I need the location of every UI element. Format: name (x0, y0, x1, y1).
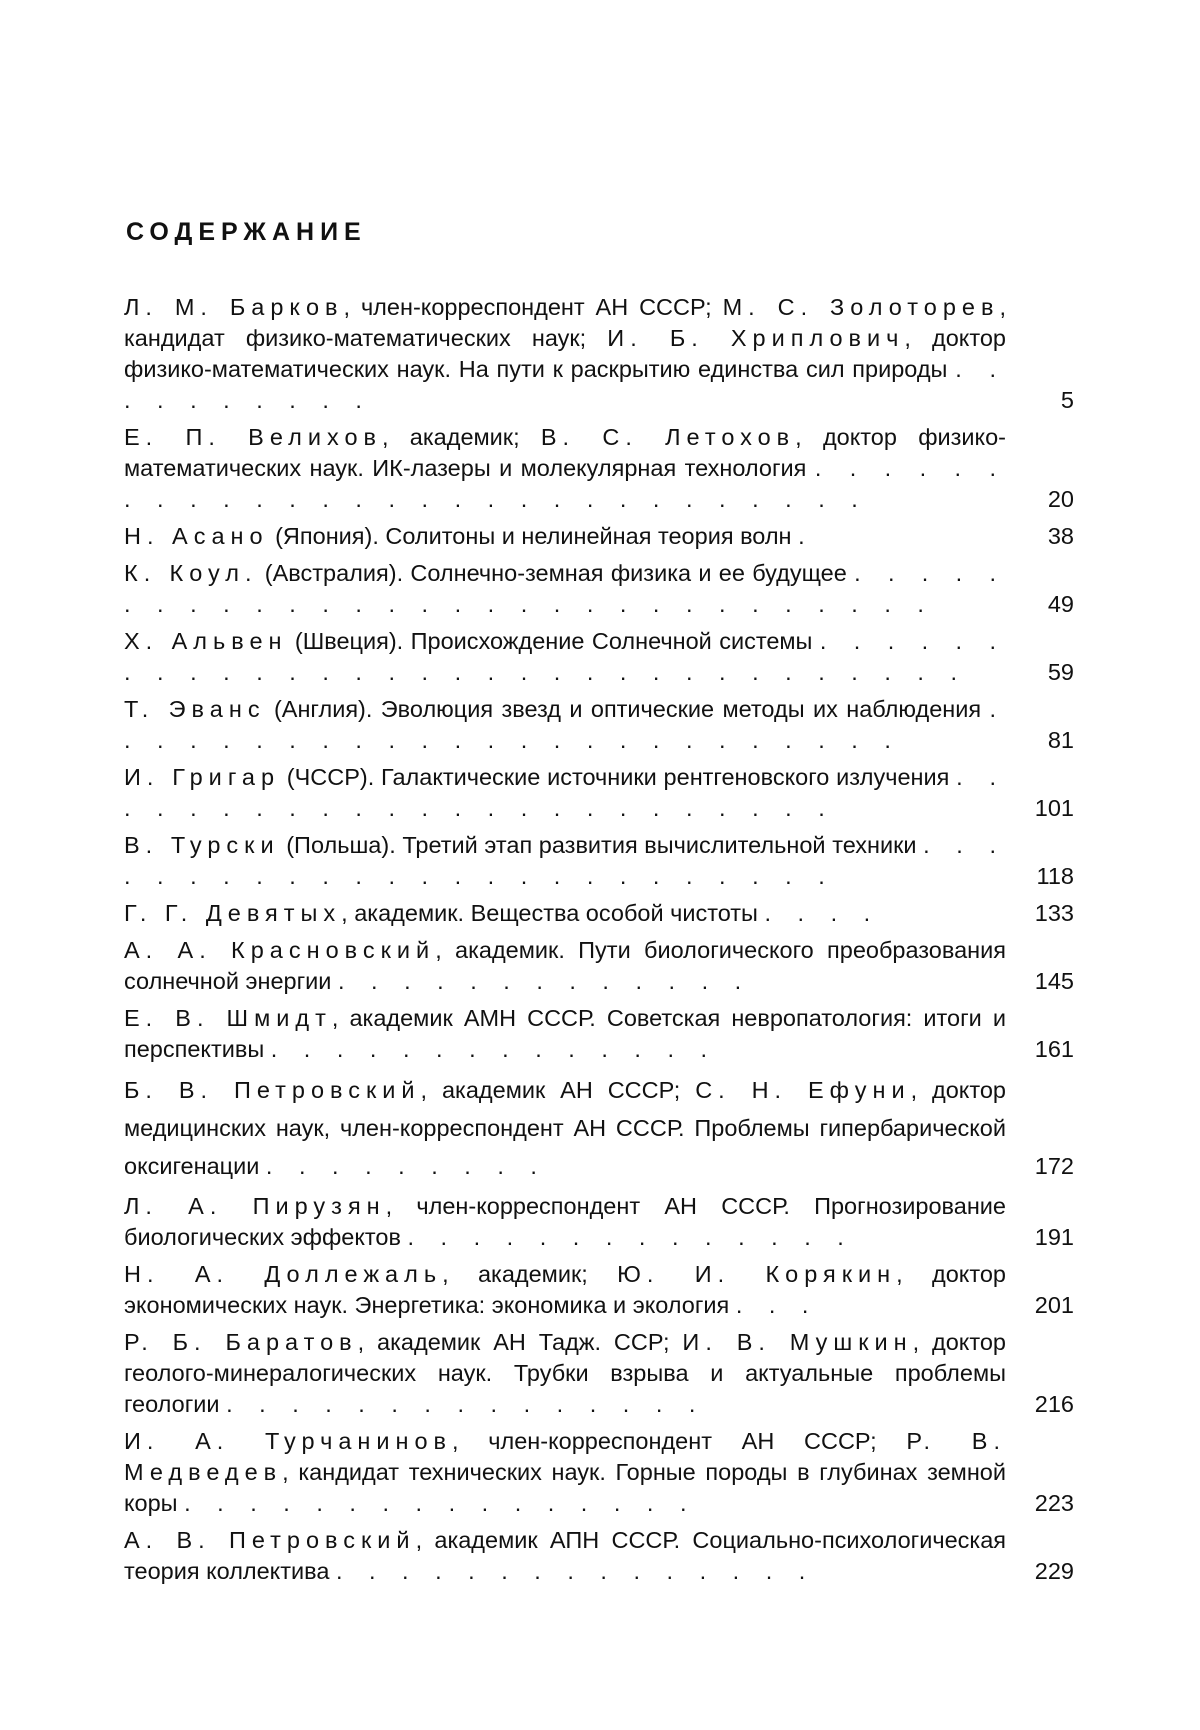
page-number: 59 (1006, 657, 1082, 688)
dot-leader: . . . . . . . . . . . . . . . . . . . . . . . . . (124, 696, 1006, 753)
entry-author: Л. М. Барков (124, 294, 344, 320)
entry-title: , академик АПН СССР. Социально-психологическая теория коллектива (124, 1527, 1006, 1584)
entry-affiliation: , член-корреспондент АН СССР; (344, 294, 723, 320)
page-number: 20 (1006, 484, 1082, 515)
page-number: 161 (1006, 1034, 1082, 1065)
entry-affiliation: , академик АН Тадж. ССР; (358, 1329, 683, 1355)
page-number: 118 (1006, 861, 1082, 892)
toc-entry (124, 1426, 1082, 1519)
dot-leader: . (798, 523, 815, 549)
toc-entry (124, 830, 1082, 892)
entry-text (124, 935, 1006, 997)
page-title: СОДЕРЖАНИЕ (126, 218, 367, 247)
entry-author: Х. Альвен (124, 628, 288, 654)
entry-author: Л. А. Пирузян (124, 1193, 386, 1219)
dot-leader: . . . . . . . . . . . . . . . . . . . . . . . . . (124, 832, 1006, 889)
entry-title: (Англия). Эволюция звезд и оптические методы их наблюдения (266, 696, 990, 722)
entry-title: , доктор геолого-минералогических наук. Трубки взрыва и актуальные проблемы геологии (124, 1329, 1006, 1417)
dot-leader: . . . . . . . . . . . . . . . . . . . . . . . . . . . . . (124, 455, 1006, 512)
entry-text (124, 898, 1006, 929)
entry-author: И. А. Турчанинов (124, 1428, 452, 1454)
dot-leader: . . . . . . . . . . . . . . (271, 1036, 717, 1062)
entry-author: А. А. Красновский (124, 937, 435, 963)
entry-text (124, 830, 1006, 892)
dot-leader: . . . . . . . . . . . . . . . (336, 1558, 815, 1584)
entry-title: , доктор экономических наук. Энергетика: экономика и экология (124, 1261, 1006, 1318)
entry-affiliation: , академик; (442, 1261, 617, 1287)
entry-text (124, 1327, 1006, 1420)
entry-author: Е. П. Велихов (124, 424, 382, 450)
toc-entry (124, 1191, 1082, 1253)
toc-entry (124, 935, 1082, 997)
dot-leader: . . . (736, 1292, 819, 1318)
entry-author: А. В. Петровский (124, 1527, 416, 1553)
dot-leader: . . . . . . . . . . (124, 356, 1006, 413)
toc-entry (124, 694, 1082, 756)
page-number: 229 (1006, 1556, 1082, 1587)
entry-text (124, 694, 1006, 756)
toc-entry (124, 1525, 1082, 1587)
entry-text (124, 1003, 1006, 1065)
entry-affiliation: , кандидат физико-математических наук; (124, 294, 1006, 351)
entry-text (124, 292, 1006, 416)
page-number: 81 (1006, 725, 1082, 756)
toc-entry (124, 292, 1082, 416)
entry-author: Р. Б. Баратов (124, 1329, 358, 1355)
entry-title: , член-корреспондент АН СССР. Прогнозирование биологических эффектов (124, 1193, 1006, 1250)
entry-affiliation: , академик; (382, 424, 541, 450)
entry-title: , академик. Пути биологического преобразования солнечной энергии (124, 937, 1006, 994)
page-number: 172 (1006, 1147, 1082, 1185)
entry-text (124, 422, 1006, 515)
entry-affiliation: , академик АН СССР; (421, 1077, 696, 1103)
page-number: 133 (1006, 898, 1082, 929)
entry-text (124, 1259, 1006, 1321)
entry-author: И. В. Мушкин (682, 1329, 912, 1355)
table-of-contents (124, 292, 1082, 1593)
dot-leader: . . . . . . . . . . . . . . . (226, 1391, 705, 1417)
entry-author: В. Турски (124, 832, 280, 858)
page-number: 145 (1006, 966, 1082, 997)
dot-leader: . . . . (764, 900, 880, 926)
toc-entry (124, 626, 1082, 688)
entry-author: Н. Асано (124, 523, 269, 549)
entry-title: , доктор физико-математических наук. ИК-лазеры и молекулярная технология (124, 424, 1006, 481)
entry-title: (Австралия). Солнечно-земная физика и ее будущее (258, 560, 855, 586)
toc-entry (124, 1071, 1082, 1185)
toc-entry (124, 558, 1082, 620)
dot-leader: . . . . . . . . . (266, 1153, 547, 1179)
entry-text (124, 521, 1006, 552)
entry-author: Ю. И. Корякин (617, 1261, 896, 1287)
page-number: 191 (1006, 1222, 1082, 1253)
page-number: 38 (1006, 521, 1082, 552)
entry-title: , доктор физико-математических наук. На пути к раскрытию единства сил природы (124, 325, 1006, 382)
entry-text (124, 558, 1006, 620)
entry-title: (ЧССР). Галактические источники рентгеновского излучения (280, 764, 956, 790)
page-number: 216 (1006, 1389, 1082, 1420)
toc-entry (124, 521, 1082, 552)
entry-text (124, 1426, 1006, 1519)
entry-text (124, 762, 1006, 824)
entry-text (124, 1525, 1006, 1587)
entry-title: , кандидат технических наук. Горные породы в глубинах земной коры (124, 1459, 1006, 1516)
entry-text (124, 1191, 1006, 1253)
entry-text (124, 626, 1006, 688)
entry-author: С. Н. Ефуни (695, 1077, 910, 1103)
entry-author: Р. В. Медведев (124, 1428, 1006, 1485)
entry-author: В. С. Летохов (541, 424, 795, 450)
entry-author: И. Григар (124, 764, 280, 790)
toc-entry (124, 1003, 1082, 1065)
dot-leader: . . . . . . . . . . . . . . . . . . . . . . . . . . . . . . (124, 560, 1006, 617)
toc-entry (124, 1259, 1082, 1321)
dot-leader: . . . . . . . . . . . . . . . . . . . . . . . . (124, 764, 1006, 821)
dot-leader: . . . . . . . . . . . . . (338, 968, 751, 994)
entry-author: Б. В. Петровский (124, 1077, 421, 1103)
entry-title: (Япония). Солитоны и нелинейная теория волн (269, 523, 798, 549)
entry-title: , доктор медицинских наук, член-корреспондент АН СССР. Проблемы гипербарической оксигенации (124, 1077, 1006, 1179)
page-number: 49 (1006, 589, 1082, 620)
toc-entry (124, 1327, 1082, 1420)
entry-text (124, 1071, 1006, 1185)
page-number: 223 (1006, 1488, 1082, 1519)
entry-author: Е. В. Шмидт (124, 1005, 332, 1031)
toc-entry (124, 762, 1082, 824)
entry-author: К. Коул. (124, 560, 258, 586)
dot-leader: . . . . . . . . . . . . . . (408, 1224, 854, 1250)
entry-author: М. С. Золоторев (723, 294, 1000, 320)
entry-title: , академик. Вещества особой чистоты (341, 900, 764, 926)
entry-author: И. Б. Хриплович (607, 325, 904, 351)
entry-author: Т. Эванс (124, 696, 266, 722)
toc-entry (124, 898, 1082, 929)
entry-author: Н. А. Доллежаль (124, 1261, 442, 1287)
entry-title: (Польша). Третий этап развития вычислительной техники (280, 832, 924, 858)
page-number: 5 (1006, 385, 1082, 416)
page-number: 201 (1006, 1290, 1082, 1321)
entry-affiliation: , член-корреспондент АН СССР; (452, 1428, 906, 1454)
page-number: 101 (1006, 793, 1082, 824)
dot-leader: . . . . . . . . . . . . . . . . . . . . . . . . . . . . . . . . (124, 628, 1006, 685)
entry-title: , академик АМН СССР. Советская невропатология: итоги и перспективы (124, 1005, 1006, 1062)
dot-leader: . . . . . . . . . . . . . . . . (184, 1490, 696, 1516)
toc-entry (124, 422, 1082, 515)
entry-author: Г. Г. Девятых (124, 900, 341, 926)
entry-title: (Швеция). Происхождение Солнечной системы (288, 628, 820, 654)
